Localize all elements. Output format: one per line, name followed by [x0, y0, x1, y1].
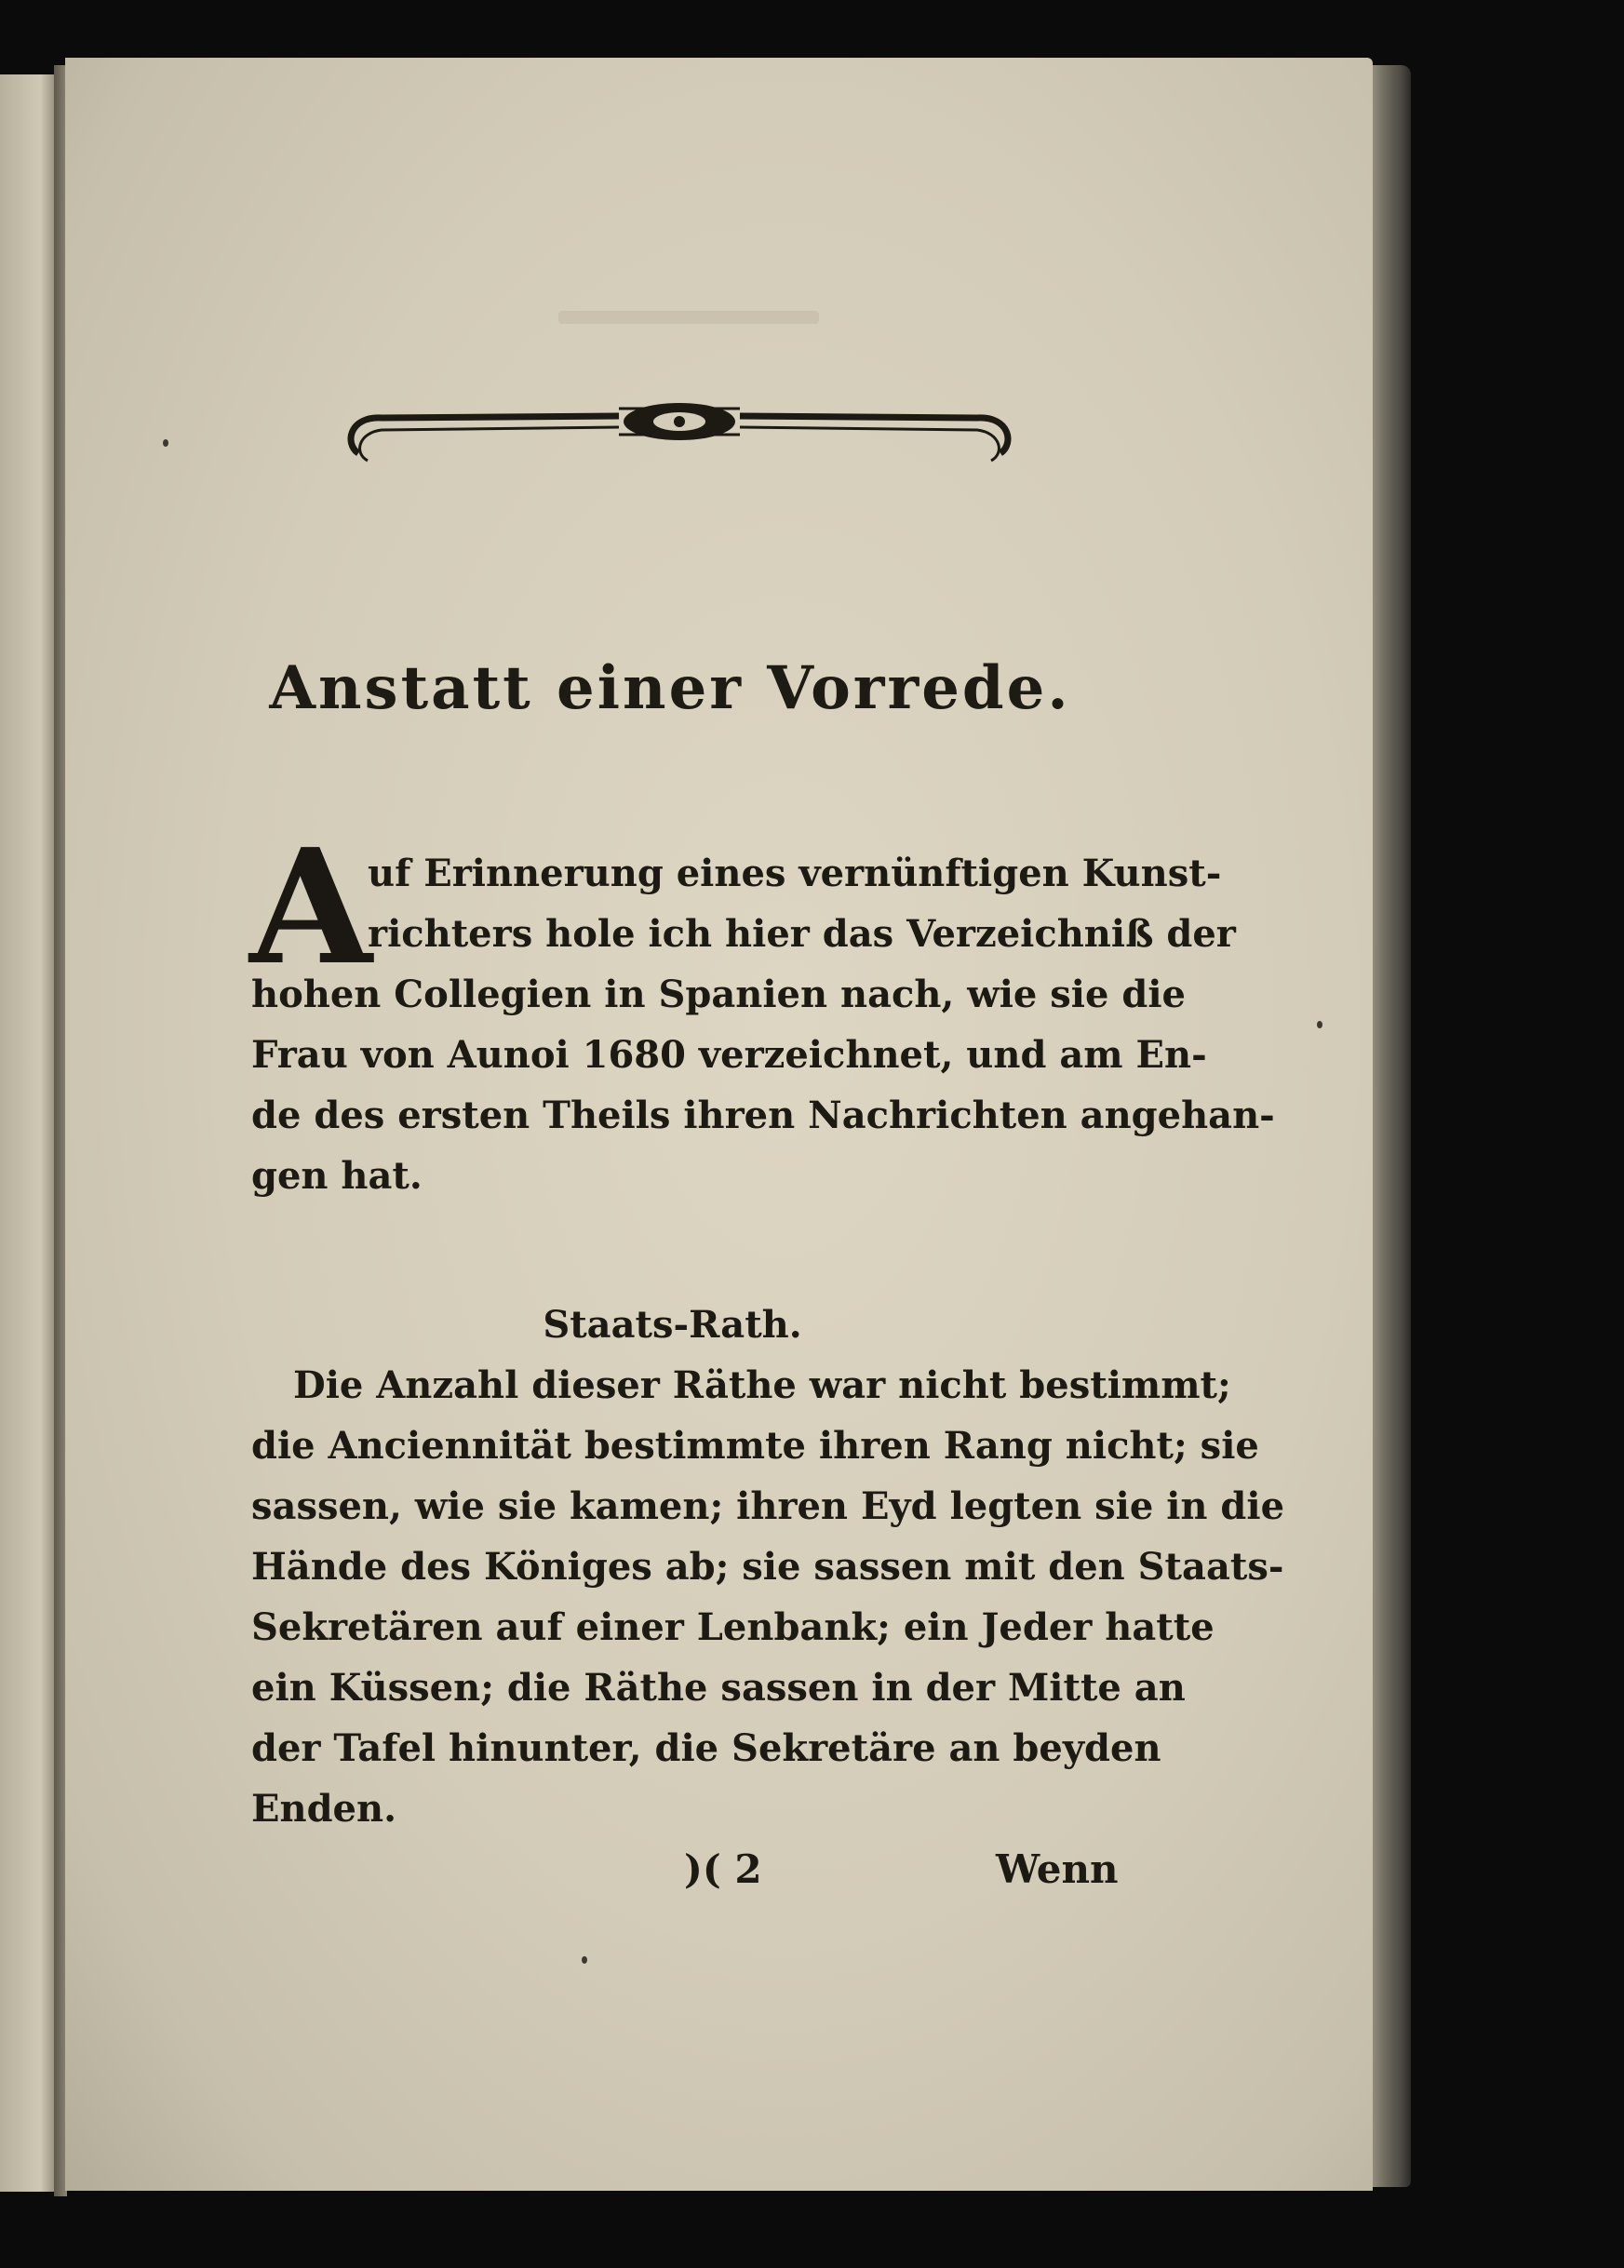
drop-cap-initial: A — [249, 814, 372, 1000]
signature-mark: )( 2 — [684, 1846, 762, 1892]
text-line: die Anciennität bestimmte ihren Rang nicht; sie — [251, 1424, 1259, 1468]
page-stack-edge — [1368, 65, 1411, 2187]
text-line: der Tafel hinunter, die Sekretäre an beyden — [251, 1726, 1161, 1770]
text-line: de des ersten Theils ihren Nachrichten angehan- — [251, 1094, 1275, 1137]
text-line: Die Anzahl dieser Räthe war nicht bestimmt; — [293, 1363, 1231, 1407]
text-line: ein Küssen; die Räthe sassen in der Mitte an — [251, 1666, 1186, 1710]
text-line: Frau von Aunoi 1680 verzeichnet, und am En- — [251, 1033, 1207, 1077]
paper-speck — [582, 1956, 587, 1964]
text-line: hohen Collegien in Spanien nach, wie sie die — [251, 973, 1186, 1016]
text-line: gen hat. — [251, 1154, 423, 1198]
text-line: uf Erinnerung eines vernünftigen Kunst- — [368, 852, 1222, 895]
section-heading: Staats-Rath. — [543, 1303, 802, 1347]
facing-page-edge — [0, 74, 58, 2192]
book-page — [65, 58, 1373, 2191]
text-line: Enden. — [251, 1787, 396, 1831]
paper-speck — [163, 439, 168, 447]
page-title: Anstatt einer Vorrede. — [269, 653, 1071, 723]
paper-speck — [1317, 1021, 1322, 1028]
text-line: richters hole ich hier das Verzeichniß der — [368, 912, 1236, 956]
text-line: Hände des Königes ab; sie sassen mit den Staats- — [251, 1545, 1284, 1589]
text-line: sassen, wie sie kamen; ihren Eyd legten sie in die — [251, 1484, 1285, 1528]
catchword: Wenn — [996, 1846, 1119, 1892]
text-line: Sekretären auf einer Lenbank; ein Jeder hatte — [251, 1605, 1215, 1649]
